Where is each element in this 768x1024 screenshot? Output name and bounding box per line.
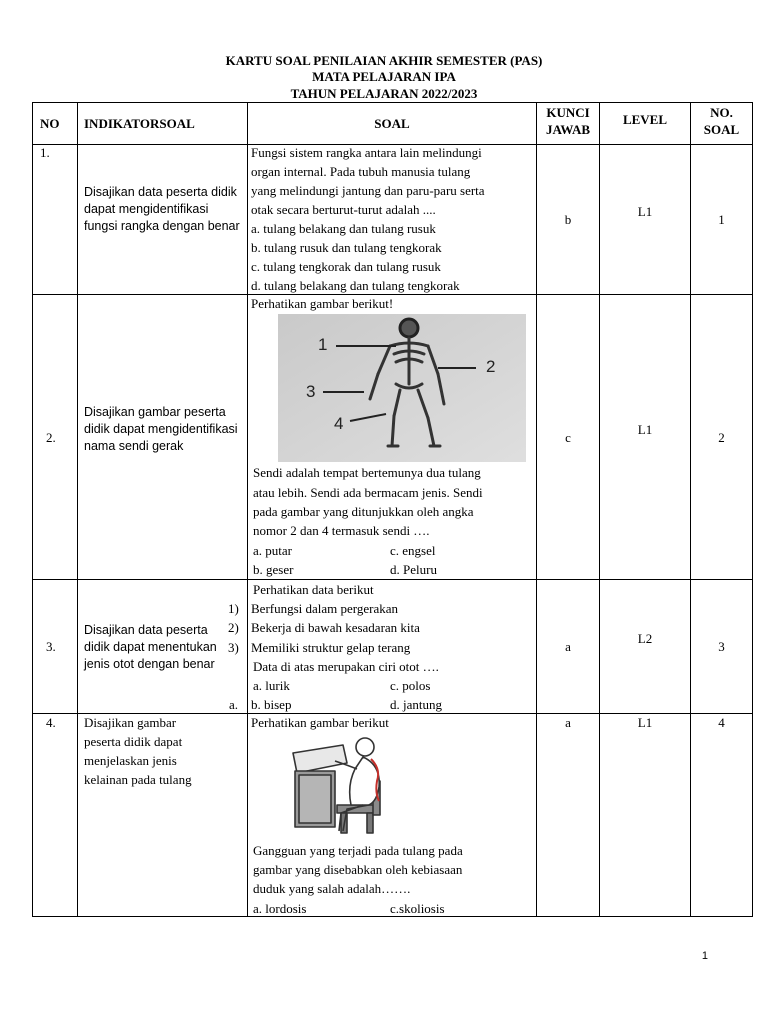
- row2-soal-line: Sendi adalah tempat bertemunya dua tulang: [253, 465, 481, 480]
- row4-option-a: a. lordosis: [253, 901, 307, 916]
- row3-option-b: b. bisep: [251, 697, 292, 712]
- row3-option-d: d. jantung: [390, 697, 442, 712]
- header-kunci-1: KUNCI: [546, 105, 590, 120]
- row4-no: 4.: [46, 715, 56, 730]
- row3-item-text: Bekerja di bawah kesadaran kita: [251, 620, 420, 635]
- row2-option-a: a. putar: [253, 543, 292, 558]
- row3-option-a: a. lurik: [253, 678, 290, 693]
- row4-option-c: c.skoliosis: [390, 901, 445, 916]
- skeleton-image: [278, 314, 526, 462]
- row4-indikator-line: Disajikan gambar: [84, 715, 177, 730]
- row4-nosoal: 4: [718, 715, 725, 730]
- row1-soal-line: yang melindungi jantung dan paru-paru serta: [251, 183, 485, 198]
- skeleton-illustration: [278, 314, 526, 462]
- header-indikator: INDIKATORSOAL: [84, 116, 195, 131]
- row1-soal-line: otak secara berturut-turut adalah ....: [251, 202, 436, 217]
- row4-soal-intro: Perhatikan gambar berikut: [251, 715, 389, 730]
- row3-indikator: Disajikan data peserta didik dapat menentukan jenis otot dengan benar: [84, 623, 217, 671]
- header-nosoal-1: NO.: [710, 105, 733, 120]
- skeleton-label: 3: [306, 382, 316, 401]
- row1-option-b: b. tulang rusuk dan tulang tengkorak: [251, 240, 442, 255]
- row2-option-c: c. engsel: [390, 543, 436, 558]
- row3-kunci: a: [565, 639, 571, 654]
- row2-option-d: d. Peluru: [390, 562, 437, 577]
- row1-option-d: d. tulang belakang dan tulang tengkorak: [251, 278, 460, 293]
- row1-kunci: b: [564, 212, 572, 227]
- row3-question: Data di atas merupakan ciri otot ….: [253, 659, 439, 674]
- row1-indikator: Disajikan data peserta didik dapat mengidentifikasi fungsi rangka dengan benar: [84, 185, 240, 233]
- title-line-3: TAHUN PELAJARAN 2022/2023: [290, 86, 478, 101]
- row4-indikator-line: peserta didik dapat: [84, 734, 183, 749]
- posture-image: [285, 735, 403, 837]
- row2-soal-intro: Perhatikan gambar berikut!: [251, 296, 394, 311]
- row1-soal-line: organ internal. Pada tubuh manusia tulang: [251, 164, 471, 179]
- row4-level: L1: [637, 715, 653, 730]
- row4-indikator-line: menjelaskan jenis: [84, 753, 177, 768]
- row1-option-c: c. tulang tengkorak dan tulang rusuk: [251, 259, 441, 274]
- header-soal: SOAL: [374, 116, 410, 131]
- row3-item-num: 2): [228, 620, 239, 635]
- row2-soal-line: pada gambar yang ditunjukkan oleh angka: [253, 504, 474, 519]
- row3-item-text: Berfungsi dalam pergerakan: [251, 601, 399, 616]
- row1-soal-line: Fungsi sistem rangka antara lain melindungi: [251, 145, 482, 160]
- row2-soal-line: atau lebih. Sendi ada bermacam jenis. Sendi: [253, 485, 483, 500]
- row2-indikator: Disajikan gambar peserta didik dapat mengidentifikasi nama sendi gerak: [84, 405, 238, 453]
- row1-no: 1.: [40, 145, 50, 160]
- row3-no: 3.: [46, 639, 56, 654]
- row2-soal-line: nomor 2 dan 4 termasuk sendi ….: [253, 523, 430, 538]
- page-number: 1: [701, 950, 708, 962]
- row3-level: L2: [637, 631, 653, 646]
- title-line-1: KARTU SOAL PENILAIAN AKHIR SEMESTER (PAS): [225, 53, 543, 68]
- row3-nosoal: 3: [718, 639, 725, 654]
- row3-item-num: 1): [228, 601, 239, 616]
- row1-option-a: a. tulang belakang dan tulang rusuk: [251, 221, 436, 236]
- row4-soal-line: Gangguan yang terjadi pada tulang pada: [253, 843, 463, 858]
- row3-option-marker: a.: [229, 697, 239, 712]
- row4-indikator-line: kelainan pada tulang: [84, 772, 192, 787]
- header-nosoal-2: SOAL: [703, 122, 740, 137]
- posture-illustration: [285, 735, 403, 837]
- title-line-2: MATA PELAJARAN IPA: [312, 69, 456, 84]
- header-kunci-2: JAWAB: [545, 122, 591, 137]
- header-level: LEVEL: [622, 112, 668, 127]
- skeleton-label: 1: [318, 335, 328, 354]
- row1-nosoal: 1: [718, 212, 725, 227]
- row3-option-c: c. polos: [390, 678, 431, 693]
- skeleton-label: 2: [486, 357, 496, 376]
- skeleton-label: 4: [334, 414, 344, 433]
- row2-nosoal: 2: [718, 430, 725, 445]
- row2-level: L1: [637, 422, 653, 437]
- row3-item-num: 3): [228, 640, 239, 655]
- row1-level: L1: [637, 204, 653, 219]
- row2-option-b: b. geser: [253, 562, 294, 577]
- row4-soal-line: gambar yang disebabkan oleh kebiasaan: [253, 862, 463, 877]
- header-no: NO: [40, 116, 60, 131]
- row4-soal-line: duduk yang salah adalah…….: [253, 881, 411, 896]
- row3-soal-intro: Perhatikan data berikut: [253, 582, 374, 597]
- row4-kunci: a: [565, 715, 571, 730]
- row3-item-text: Memiliki struktur gelap terang: [251, 640, 411, 655]
- row2-kunci: c: [565, 430, 571, 445]
- row2-no: 2.: [46, 430, 56, 445]
